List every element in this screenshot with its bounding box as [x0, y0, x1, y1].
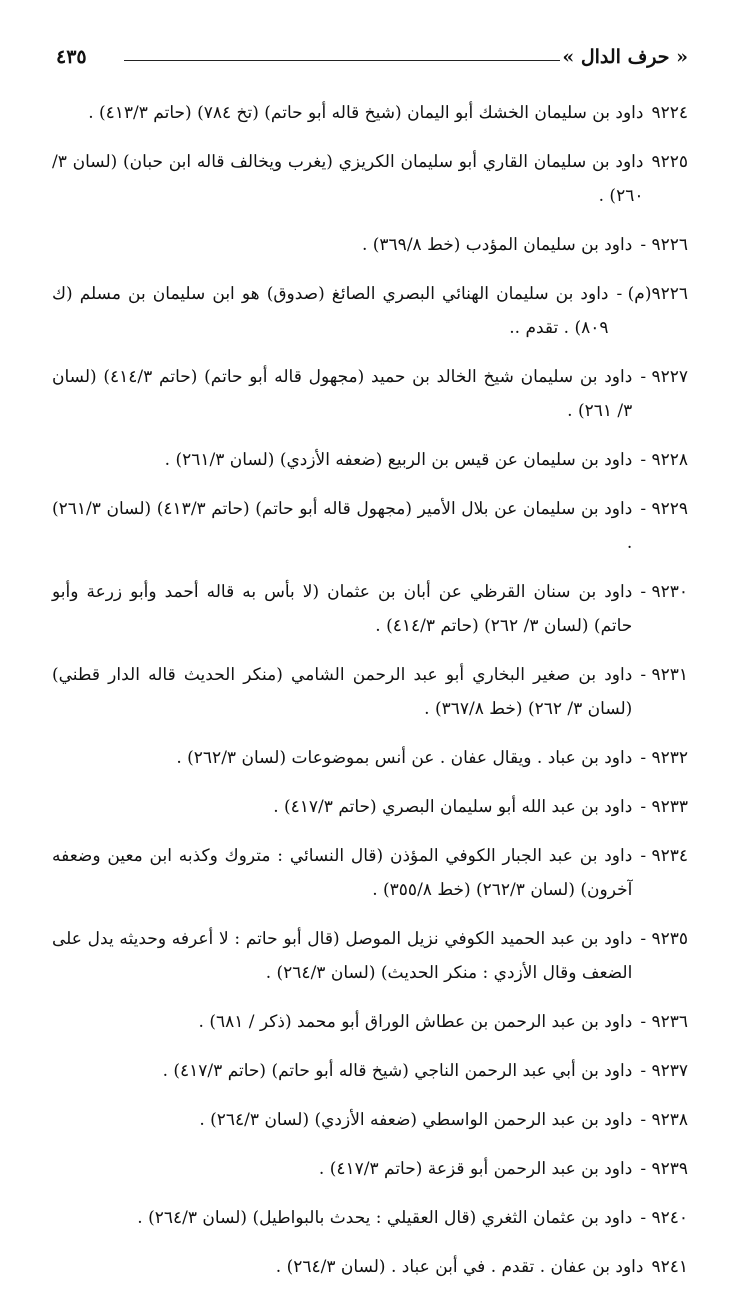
list-item	[52, 1201, 688, 1235]
entry-text: داود بن سليمان عن بلال الأمير (مجهول قاله أبو حاتم) (حاتم ٤١٣/٣) (لسان ٢٦١/٣) .	[52, 499, 633, 553]
entry-text: داود بن عبد الرحمن الواسطي (ضعفه الأزدي) (لسان ٢٦٤/٣) .	[199, 1110, 633, 1130]
entry-text: داود بن عبد الرحمن بن عطاش الوراق أبو محمد (ذكر / ٦٨١) .	[198, 1012, 633, 1032]
entry-list	[52, 96, 688, 1284]
entry-number: ٩٢٣٧ -	[640, 1061, 688, 1081]
entry-text: داود بن سنان القرظي عن أبان بن عثمان (لا بأس به قاله أحمد وأبو زرعة وأبو حاتم) (لسان ٣/ ٢٦٢) (حاتم ٤١٤/٣) .	[52, 582, 633, 636]
entry-text: داود بن عبد الجبار الكوفي المؤذن (قال النسائي : متروك وكذبه ابن معين وضعفه آخرون) (لسان ٢٦٢/٣) (خط ٣٥٥/٨) .	[52, 846, 633, 900]
list-item	[52, 1152, 688, 1186]
list-item	[52, 790, 688, 824]
entry-number: ٩٢٢٦ -	[640, 235, 688, 255]
entry-number: ٩٢٣٢ -	[640, 748, 688, 768]
list-item	[52, 1250, 688, 1284]
list-item	[52, 277, 688, 345]
entry-text: داود بن سليمان القاري أبو سليمان الكريزي (يغرب ويخالف قاله ابن حبان) (لسان ٣/ ٢٦٠) .	[52, 152, 644, 206]
document-page	[52, 40, 688, 1299]
entry-number: ٩٢٢٥	[651, 152, 688, 172]
list-item	[52, 492, 688, 560]
entry-number: ٩٢٣٠ -	[640, 582, 688, 602]
list-item	[52, 1005, 688, 1039]
page-number: ٤٣٥	[56, 46, 87, 68]
list-item	[52, 839, 688, 907]
entry-number: ٩٢٣٨ -	[640, 1110, 688, 1130]
list-item	[52, 96, 688, 130]
entry-number: ٩٢٣٦ -	[640, 1012, 688, 1032]
entry-number: ٩٢٣١ -	[640, 665, 688, 685]
list-item	[52, 360, 688, 428]
entry-text: داود بن سليمان الخشك أبو اليمان (شيخ قاله أبو حاتم) (تخ ٧٨٤) (حاتم ٤١٣/٣) .	[88, 103, 644, 123]
entry-number: ٩٢٢٧ -	[640, 367, 688, 387]
list-item	[52, 658, 688, 726]
list-item	[52, 1054, 688, 1088]
entry-number: ٩٢٤٠ -	[640, 1208, 688, 1228]
entry-number: ٩٢٢٨ -	[640, 450, 688, 470]
entry-text: داود بن عباد . ويقال عفان . عن أنس بموضوعات (لسان ٢٦٢/٣) .	[176, 748, 633, 768]
entry-number: ٩٢٢٩ -	[640, 499, 688, 519]
list-item	[52, 922, 688, 990]
entry-text: داود بن صغير البخاري أبو عبد الرحمن الشامي (منكر الحديث قاله الدار قطني) (لسان ٣/ ٢٦٢) (خط ٣٦٧/٨) .	[52, 665, 633, 719]
entry-text: داود بن سليمان شيخ الخالد بن حميد (مجهول قاله أبو حاتم) (حاتم ٤١٤/٣) (لسان ٣/ ٢٦١) .	[52, 367, 633, 421]
entry-number: ٩٢٣٣ -	[640, 797, 688, 817]
entry-number: ٩٢٣٥ -	[640, 929, 688, 949]
chapter-title: « حرف الدال »	[562, 46, 688, 68]
header-rule	[124, 60, 560, 61]
entry-number: ٩٢٤١	[651, 1257, 688, 1277]
entry-text: داود بن سليمان عن قيس بن الربيع (ضعفه الأزدي) (لسان ٢٦١/٣) .	[164, 450, 633, 470]
entry-text: داود بن عبد الرحمن أبو قزعة (حاتم ٤١٧/٣) .	[318, 1159, 633, 1179]
list-item	[52, 1103, 688, 1137]
entry-text: داود بن عثمان الثغري (قال العقيلي : يحدث بالبواطيل) (لسان ٢٦٤/٣) .	[137, 1208, 633, 1228]
entry-text: داود بن سليمان الهنائي البصري الصائغ (صدوق) هو ابن سليمان بن مسلم (ك ٨٠٩) . تقدم ..	[52, 284, 609, 338]
entry-number: ٩٢٣٩ -	[640, 1159, 688, 1179]
entry-text: داود بن أبي عبد الرحمن الناجي (شيخ قاله أبو حاتم) (حاتم ٤١٧/٣) .	[162, 1061, 633, 1081]
page-header	[52, 40, 688, 74]
entry-text: داود بن عبد الحميد الكوفي نزيل الموصل (قال أبو حاتم : لا أعرفه وحديثه يدل على الضعف وقال الأزدي : منكر الحديث) (لسان ٢٦٤/٣) .	[52, 929, 633, 983]
list-item	[52, 443, 688, 477]
list-item	[52, 741, 688, 775]
list-item	[52, 228, 688, 262]
entry-number: ٩٢٢٤	[651, 103, 688, 123]
entry-text: داود بن عبد الله أبو سليمان البصري (حاتم ٤١٧/٣) .	[273, 797, 633, 817]
entry-number: ٩٢٣٤ -	[640, 846, 688, 866]
list-item	[52, 145, 688, 213]
list-item	[52, 575, 688, 643]
entry-text: داود بن سليمان المؤدب (خط ٣٦٩/٨) .	[361, 235, 633, 255]
entry-text: داود بن عفان . تقدم . في أبن عباد . (لسان ٢٦٤/٣) .	[275, 1257, 644, 1277]
entry-number: ٩٢٢٦(م) -	[616, 284, 688, 304]
